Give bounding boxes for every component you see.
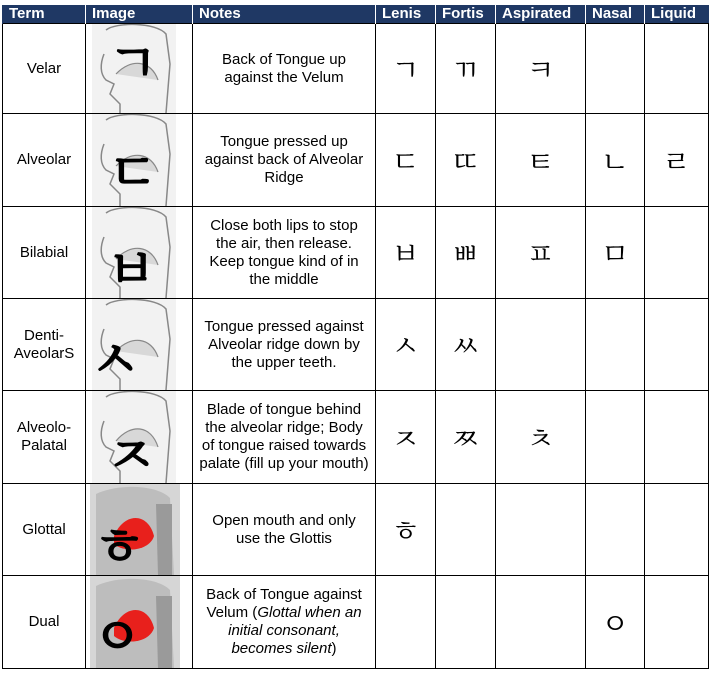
image-glyph: ㅇ [92, 608, 143, 668]
liquid-cell [645, 207, 709, 299]
header-term: Term [3, 5, 86, 24]
articulation-image [86, 114, 193, 207]
nasal-cell [586, 299, 645, 391]
header-aspirated: Aspirated [496, 5, 586, 24]
nasal-cell: ㄴ [586, 114, 645, 207]
notes-cell: Open mouth and only use the Glottis [193, 484, 376, 576]
term-line: AveolarS [13, 344, 75, 362]
aspirated-cell [496, 484, 586, 576]
nasal-cell [586, 484, 645, 576]
image-glyph: ㄱ [108, 34, 159, 94]
articulation-image [86, 207, 193, 299]
notes-cell [193, 576, 376, 669]
lenis-cell: ㄷ [376, 114, 436, 207]
table-row [3, 576, 709, 669]
aspirated-cell [496, 299, 586, 391]
term-line: Alveolo- [16, 419, 72, 436]
image-glyph: ㅂ [106, 241, 157, 299]
aspirated-cell: ㅋ [496, 24, 586, 114]
term-cell [3, 299, 86, 391]
lenis-cell: ㅅ [376, 299, 436, 391]
articulation-image [86, 24, 193, 114]
liquid-cell: ㄹ [645, 114, 709, 207]
aspirated-cell: ㅌ [496, 114, 586, 207]
liquid-cell [645, 576, 709, 669]
header-lenis: Lenis [376, 5, 436, 24]
notes-text: Back of Tongue against Velum ( [206, 586, 362, 621]
notes-cell: Back of Tongue up against the Velum [193, 24, 376, 114]
term-line: Denti- [23, 326, 64, 344]
nasal-cell: ㅁ [586, 207, 645, 299]
korean-consonant-table [2, 5, 709, 669]
table-row [3, 484, 709, 576]
image-glyph: ㅅ [90, 331, 141, 391]
image-glyph: ㅎ [94, 518, 145, 576]
aspirated-cell: ㅊ [496, 391, 586, 484]
lenis-cell: ㅂ [376, 207, 436, 299]
notes-cell: Blade of tongue behind the alveolar ridge; Body of tongue raised towards palate (fill up your mouth) [193, 391, 376, 484]
table-row [3, 24, 709, 114]
header-liquid: Liquid [645, 5, 709, 24]
image-glyph: ㅈ [106, 427, 157, 484]
lenis-cell: ㅈ [376, 391, 436, 484]
articulation-image [86, 391, 193, 484]
nasal-cell: ㅇ [586, 576, 645, 669]
term-line: Palatal [21, 437, 67, 454]
fortis-cell: ㅆ [436, 299, 496, 391]
fortis-cell [436, 576, 496, 669]
table-row [3, 391, 709, 484]
notes-cell: Tongue pressed up against back of Alveolar Ridge [193, 114, 376, 207]
fortis-cell: ㅃ [436, 207, 496, 299]
aspirated-cell: ㅍ [496, 207, 586, 299]
articulation-image [86, 484, 193, 576]
lenis-cell [376, 576, 436, 669]
term-cell: Velar [3, 24, 86, 114]
notes-italic-text: Glottal when an initial consonant, becomes silent [228, 604, 362, 657]
liquid-cell [645, 484, 709, 576]
image-glyph: ㄷ [108, 144, 159, 204]
articulation-image [86, 299, 193, 391]
fortis-cell: ㅉ [436, 391, 496, 484]
aspirated-cell [496, 576, 586, 669]
fortis-cell: ㄸ [436, 114, 496, 207]
liquid-cell [645, 24, 709, 114]
fortis-cell: ㄲ [436, 24, 496, 114]
nasal-cell [586, 391, 645, 484]
header-fortis: Fortis [436, 5, 496, 24]
header-notes: Notes [193, 5, 376, 24]
articulation-image [86, 576, 193, 669]
notes-cell: Tongue pressed against Alveolar ridge down by the upper teeth. [193, 299, 376, 391]
table-row [3, 114, 709, 207]
term-cell: Alveolar [3, 114, 86, 207]
header-image: Image [86, 5, 193, 24]
liquid-cell [645, 391, 709, 484]
table-row [3, 207, 709, 299]
lenis-cell: ㅎ [376, 484, 436, 576]
notes-cell: Close both lips to stop the air, then release. Keep tongue kind of in the middle [193, 207, 376, 299]
nasal-cell [586, 24, 645, 114]
term-cell [3, 391, 86, 484]
table-row [3, 299, 709, 391]
term-cell: Bilabial [3, 207, 86, 299]
term-cell: Glottal [3, 484, 86, 576]
header-nasal: Nasal [586, 5, 645, 24]
header-row [3, 5, 709, 24]
lenis-cell: ㄱ [376, 24, 436, 114]
fortis-cell [436, 484, 496, 576]
liquid-cell [645, 299, 709, 391]
term-cell: Dual [3, 576, 86, 669]
notes-text-close: ) [331, 640, 337, 657]
